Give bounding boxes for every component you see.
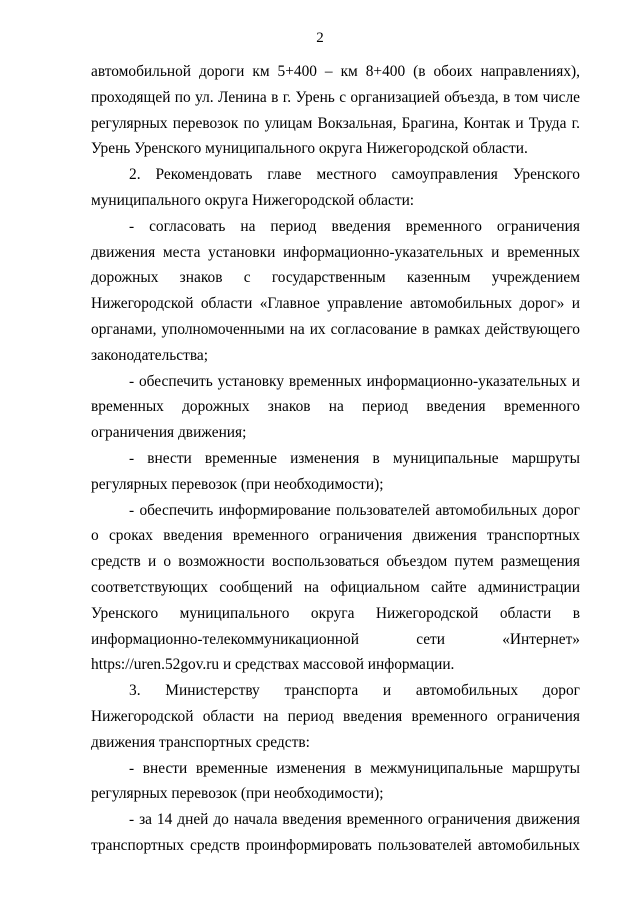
paragraph-subitem-agree-signs: - согласовать на период введения временного ограничения движения места установки информационно-указательных и временных дорожных знаков с государственным казенным учреждением Нижегородской области «Главное управление автомобильных дорог» и органами, уполномоченными на их согласование в рамках действующего законодательства; — [91, 217, 580, 364]
paragraph-subitem-14-days: - за 14 дней до начала введения временного ограничения движения транспортных средств проинформировать пользователей автомобильных — [91, 811, 580, 854]
paragraph-subitem-install-signs: - обеспечить установку временных информационно-указательных и временных дорожных знаков на период введения временного ограничения движения; — [91, 372, 580, 442]
paragraph-subitem-inform-users: - обеспечить информирование пользователей автомобильных дорог о сроках введения временного ограничения движения транспортных средств и о возможности воспользоваться объездом путем размещения соответствующих сообщений на официальном сайте администрации Уренского муниципального округа Нижегородской области в информационно-телекоммуникационной сети «Интернет» https://uren.52gov.ru и средствах массовой информации. — [91, 501, 580, 674]
paragraph-item-2: 2. Рекомендовать главе местного самоуправления Уренского муниципального округа Нижегородской области: — [91, 166, 580, 209]
paragraph-continuation: автомобильной дороги км 5+400 – км 8+400 (в обоих направлениях), проходящей по ул. Ленина в г. Урень с организацией объезда, в том числе регулярных перевозок по улицам Вокзальная, Брагина, Контак и Труда г. Урень Уренского муниципального округа Нижегородской области. — [91, 63, 580, 158]
paragraph-item-3: 3. Министерству транспорта и автомобильных дорог Нижегородской области на период введения временного ограничения движения транспортных средств: — [91, 682, 580, 751]
paragraph-subitem-municipal-routes: - внести временные изменения в муниципальные маршруты регулярных перевозок (при необходимости); — [91, 449, 580, 493]
paragraph-subitem-intermunicipal-routes: - внести временные изменения в межмуниципальные маршруты регулярных перевозок (при необходимости); — [91, 759, 580, 803]
page-number: 2 — [316, 30, 324, 46]
document-body — [91, 59, 580, 859]
